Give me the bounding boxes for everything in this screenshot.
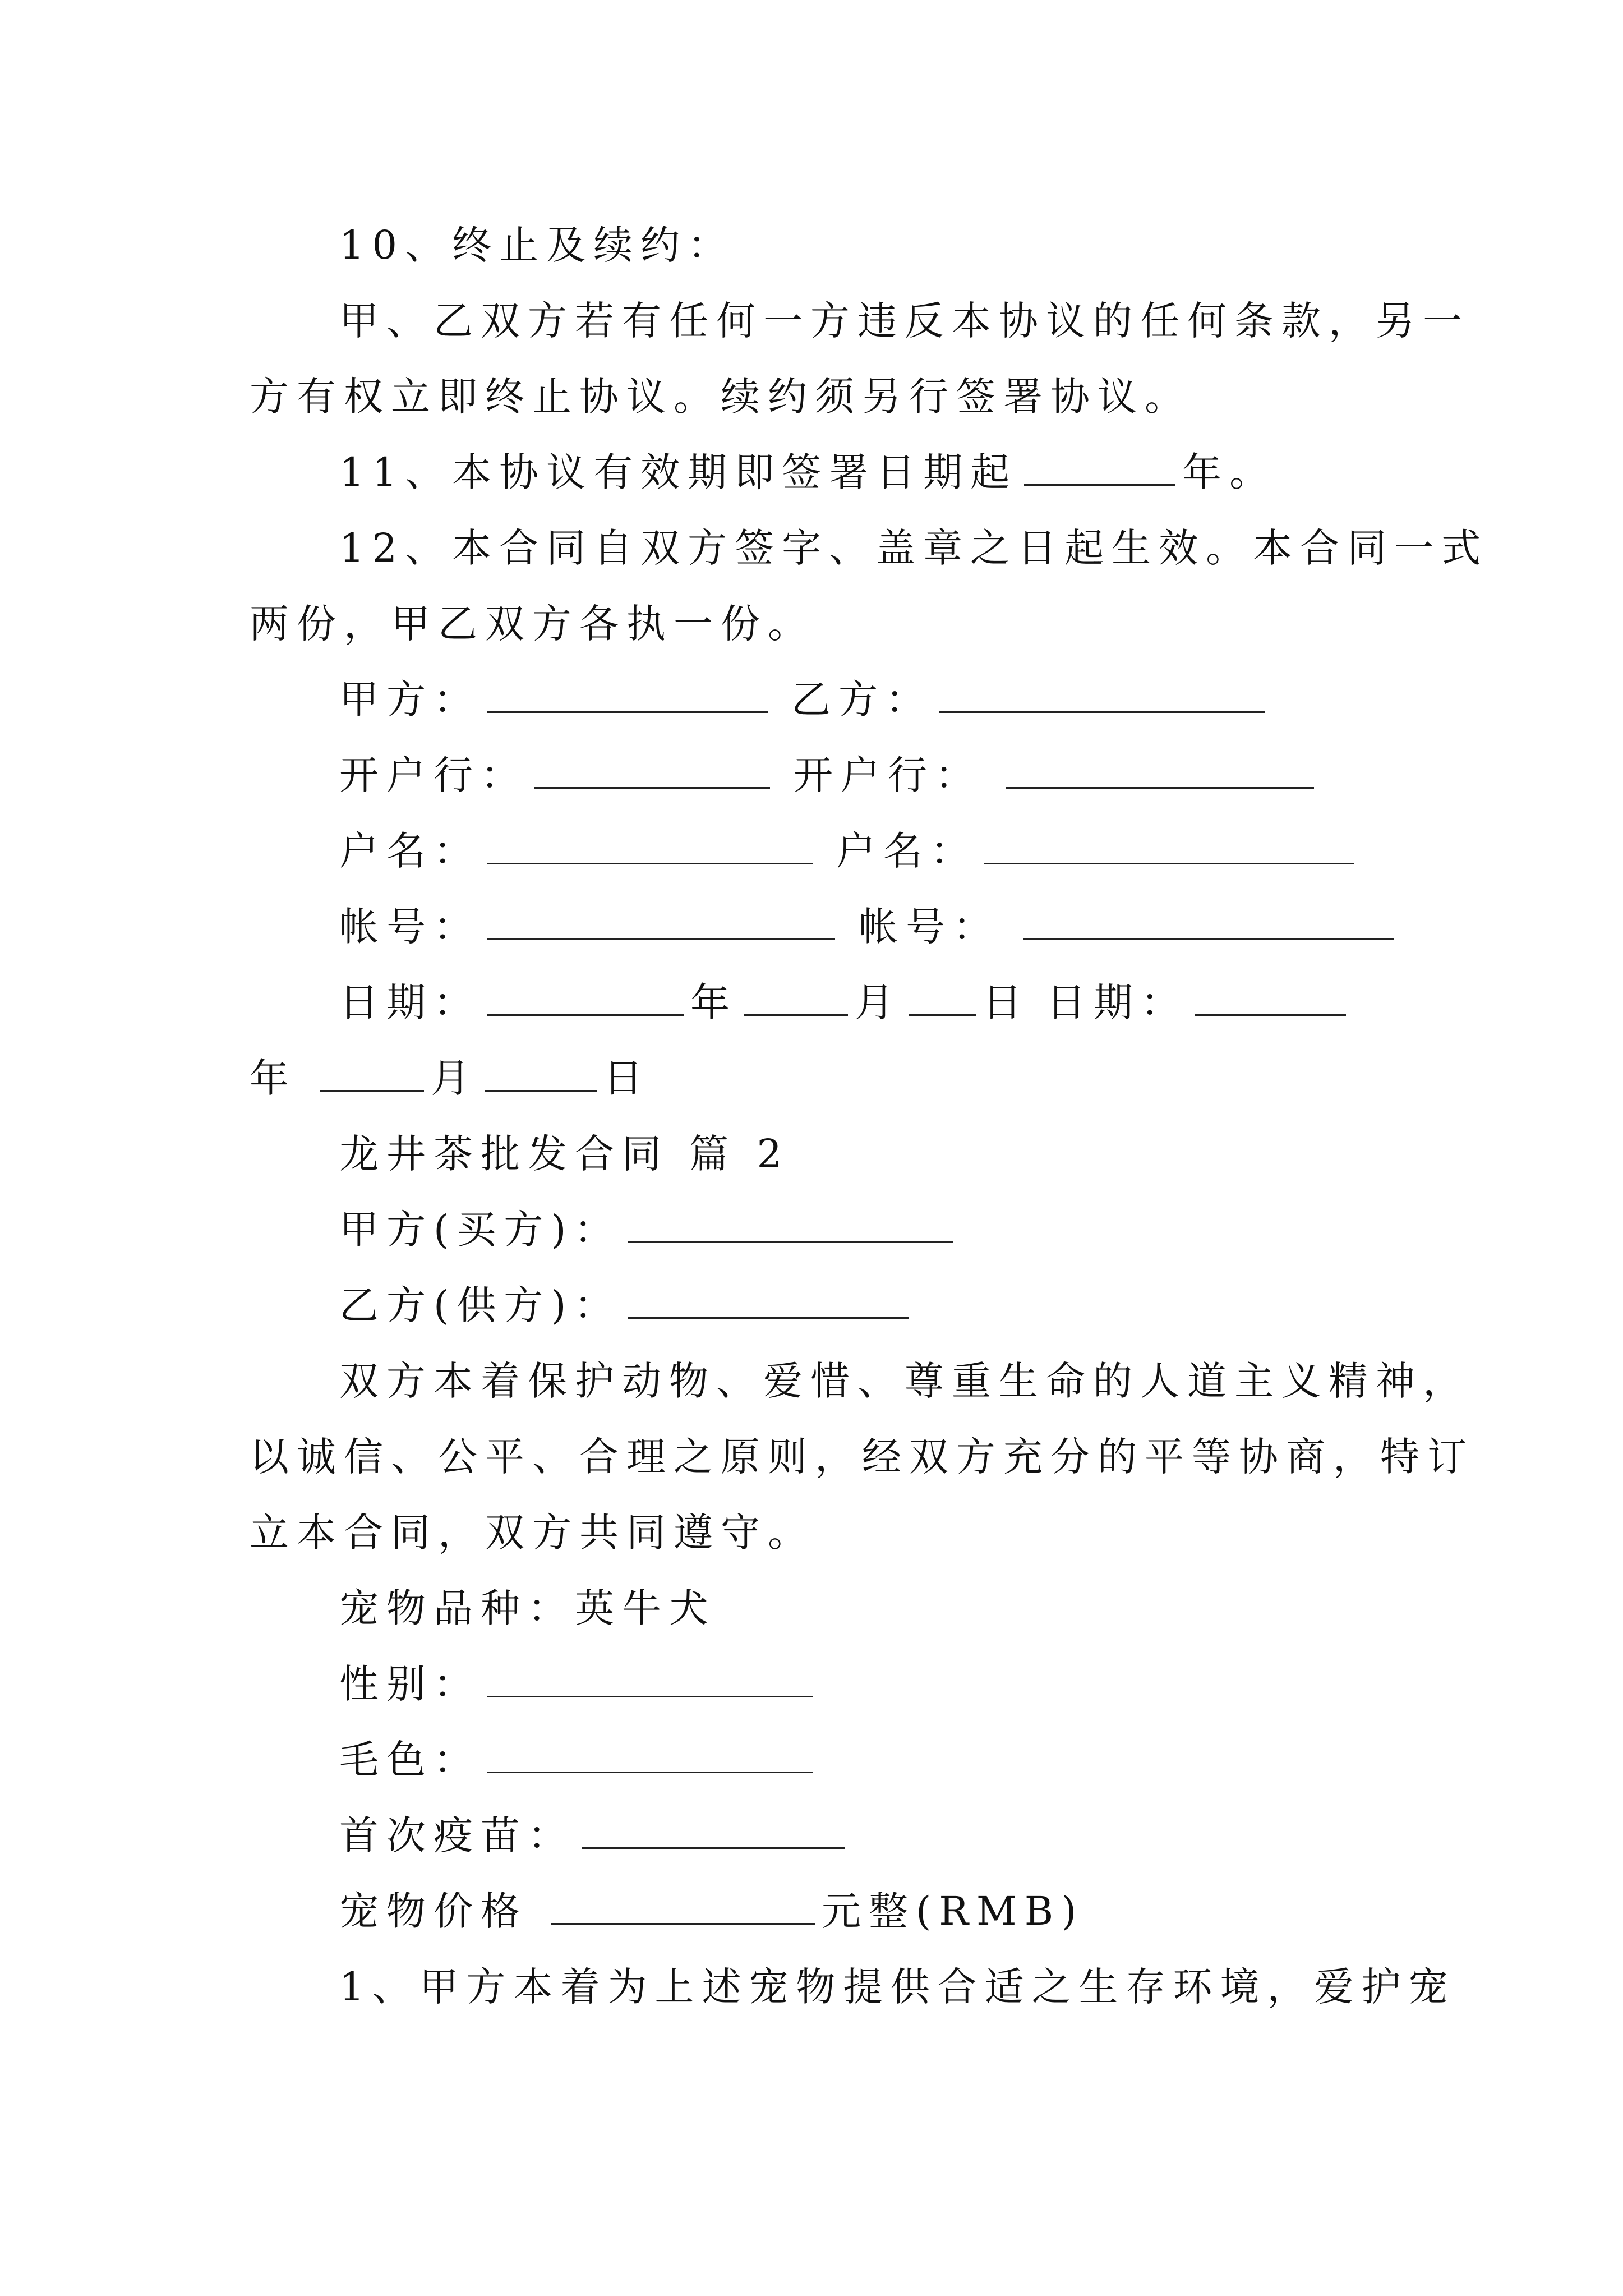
account-number-b-blank[interactable] [1023, 904, 1394, 940]
color-blank[interactable] [487, 1737, 813, 1773]
date-row-continued [250, 1053, 1388, 1103]
account-name-b-label: 户名： [836, 828, 978, 874]
buyer-label: 甲方(买方)： [339, 1207, 621, 1253]
section-2-title [339, 1129, 1388, 1179]
sex-label: 性别： [339, 1661, 481, 1707]
account-number-b-label: 帐号： [859, 904, 1000, 950]
party-a-blank[interactable] [487, 677, 768, 713]
bank-a-blank[interactable] [534, 752, 770, 789]
clause-11-text: 11、本协议有效期即签署日期起 [339, 449, 1018, 495]
clause-10-body-line2 [250, 371, 1388, 422]
preamble-line2 [250, 1432, 1474, 1482]
account-name-a-blank[interactable] [487, 828, 813, 864]
price-unit: 元整(RMB) [822, 1888, 1085, 1934]
color-row [339, 1734, 1388, 1785]
vaccine-label: 首次疫苗： [339, 1812, 575, 1858]
vaccine-blank[interactable] [582, 1812, 845, 1849]
sex-blank[interactable] [487, 1661, 813, 1697]
day-label: 日 [983, 979, 1030, 1025]
account-name-row [339, 826, 1388, 876]
sex-row [339, 1659, 1388, 1709]
buyer-blank[interactable] [628, 1207, 953, 1243]
color-label: 毛色： [339, 1737, 481, 1783]
day2-label: 日 [603, 1055, 651, 1101]
bank-row [339, 750, 1388, 800]
account-name-b-blank[interactable] [984, 828, 1354, 864]
clause-10-body-text1: 甲、乙双方若有任何一方违反本协议的任何条款，另一 [339, 298, 1470, 344]
party-b-label: 乙方： [791, 677, 933, 723]
account-number-a-label: 帐号： [339, 904, 481, 950]
clause-11 [339, 447, 1388, 498]
term-years-blank[interactable] [1024, 449, 1175, 486]
seller-blank[interactable] [628, 1282, 909, 1319]
date-b-month-blank[interactable] [320, 1055, 424, 1092]
vaccine-row [339, 1810, 1388, 1861]
year-label: 年 [690, 979, 737, 1025]
year2-label: 年 [250, 1055, 297, 1101]
seller-row [339, 1280, 1388, 1331]
clause-10-text: 10、终止及续约： [339, 222, 735, 268]
parties-row [339, 674, 1388, 725]
bank-a-label: 开户行： [339, 752, 528, 798]
price-blank[interactable] [551, 1888, 815, 1925]
preamble-line3 [250, 1507, 1388, 1558]
preamble-line1 [339, 1356, 1470, 1406]
clause-1-line1 [339, 1962, 1456, 2012]
party-b-blank[interactable] [939, 677, 1265, 713]
breed-row [339, 1583, 1388, 1634]
party-a-label: 甲方： [339, 677, 481, 723]
date-a-year-blank[interactable] [487, 979, 684, 1016]
preamble-text1: 双方本着保护动物、爱惜、尊重生命的人道主义精神， [339, 1358, 1470, 1404]
clause-11-suffix: 年。 [1182, 449, 1277, 495]
preamble-text3: 立本合同，双方共同遵守。 [250, 1510, 815, 1556]
price-row [339, 1886, 1388, 1936]
month2-label: 月 [431, 1055, 478, 1101]
section-2-title-text: 龙井茶批发合同 篇 2 [339, 1131, 790, 1177]
price-label: 宠物价格 [339, 1888, 528, 1934]
clause-12-text1: 12、本合同自双方签字、盖章之日起生效。本合同一式 [339, 525, 1489, 571]
bank-b-label: 开户行： [794, 752, 982, 798]
date-a-day-blank[interactable] [909, 979, 976, 1016]
clause-12-text2: 两份，甲乙双方各执一份。 [250, 601, 815, 647]
date-b-year-blank[interactable] [1195, 979, 1346, 1016]
preamble-text2: 以诚信、公平、合理之原则，经双方充分的平等协商，特订 [250, 1434, 1474, 1480]
date-row [339, 977, 1388, 1028]
account-name-a-label: 户名： [339, 828, 481, 874]
month-label: 月 [855, 979, 902, 1025]
account-number-a-blank[interactable] [487, 904, 835, 940]
clause-12-line2 [250, 599, 1388, 649]
clause-10-heading [339, 220, 1388, 270]
date-a-label: 日期： [339, 979, 481, 1025]
breed-text: 宠物品种：英牛犬 [339, 1585, 716, 1631]
seller-label: 乙方(供方)： [339, 1282, 621, 1328]
clause-10-body-text2: 方有权立即终止协议。续约须另行签署协议。 [250, 374, 1192, 420]
date-b-label: 日期： [1046, 979, 1188, 1025]
bank-b-blank[interactable] [1006, 752, 1314, 789]
clause-10-body-line1 [339, 296, 1470, 346]
account-number-row [339, 901, 1388, 952]
clause-1-text: 1、甲方本着为上述宠物提供合适之生存环境，爱护宠 [339, 1964, 1456, 2010]
date-b-day-blank[interactable] [485, 1055, 597, 1092]
clause-12-line1 [339, 523, 1489, 573]
date-a-month-blank[interactable] [744, 979, 848, 1016]
buyer-row [339, 1204, 1388, 1255]
